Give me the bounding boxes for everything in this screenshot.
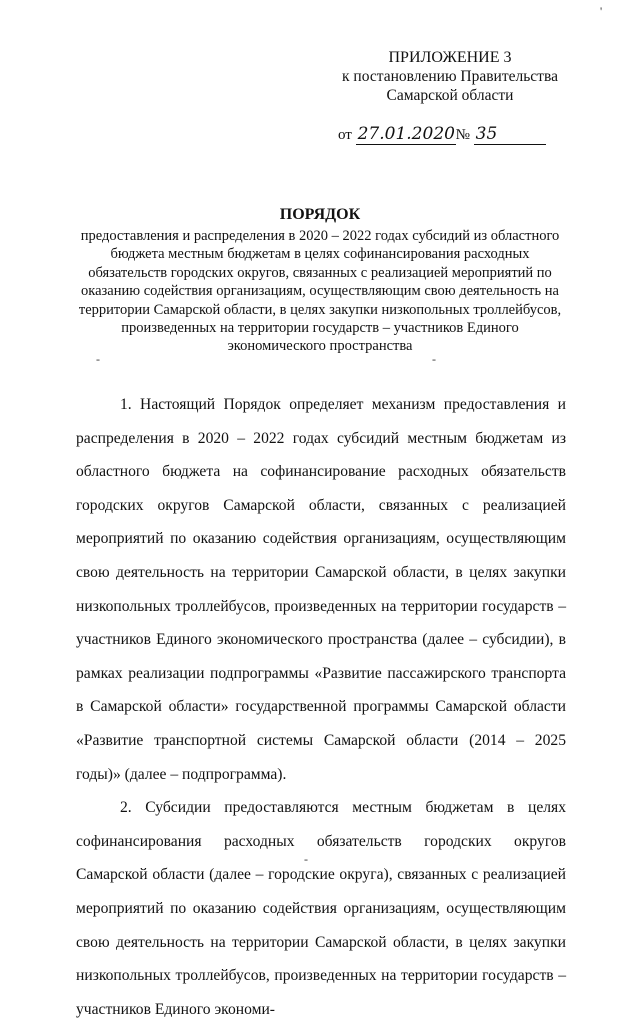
paragraph-1: 1. Настоящий Порядок определяет механизм предоставления и распределения в 2020 – 2022 годах субсидий местным бюджетам из областного бюджета на софинансирование расходных обязательств городских округов Самарской области, связанных с реализацией мероприятий по оказанию содействия организациям, осуществляющим свою деятельность на территории Самарской области, в целях закупки низкопольных троллейбусов, произведенных на территории государств – участников Единого экономического пространства (далее – субсидии), в рамках реализации подпрограммы «Развитие пассажирского транспорта в Самарской области» государственной программы Самарской области «Развитие транспортной системы Самарской области (2014 – 2025 годы)» (далее – подпрограмма). [76, 396, 566, 783]
appendix-title: ПРИЛОЖЕНИЕ 3 [388, 49, 512, 66]
date-number-line [338, 124, 558, 145]
date-prefix: от [338, 127, 352, 143]
handwritten-date: 27.01.2020 [357, 124, 455, 144]
date-underline [356, 124, 456, 145]
corner-mark: ' [600, 4, 603, 18]
handwritten-number: 35 [475, 124, 498, 144]
footer-mark: - [304, 852, 308, 866]
document-body [76, 388, 566, 1026]
document-subtitle: предоставления и распределения в 2020 – 2022 годах субсидий из областного бюджета местным бюджетам в целях софинансирования расходных обязательств городских округов, связанных с реализацией мероприятий по оказанию содействия организациям, осуществляющим свою деятельность на территории Самарской области, в целях закупки низкопольных троллейбусов, произведенных на территории государств – участников Единого экономического пространства [78, 228, 562, 355]
number-label: № [455, 127, 470, 143]
appendix-line-2: Самарской области [386, 87, 514, 104]
appendix-line-1: к постановлению Правительства [342, 68, 558, 85]
margin-mark-left: - [96, 352, 100, 366]
margin-mark-right: - [432, 352, 436, 366]
paragraph-2: 2. Субсидии предоставляются местным бюджетам в целях софинансирования расходных обязательств городских округов Самарской области (далее – городские округа), связанных с реализацией мероприятий по оказанию содействия организациям, осуществляющим свою деятельность на территории Самарской области, в целях закупки низкопольных троллейбусов, произведенных на территории государств – участников Единого экономи- [76, 799, 566, 1018]
document-heading: ПОРЯДОК [279, 206, 361, 223]
number-underline [474, 124, 546, 145]
appendix-block [330, 48, 570, 105]
